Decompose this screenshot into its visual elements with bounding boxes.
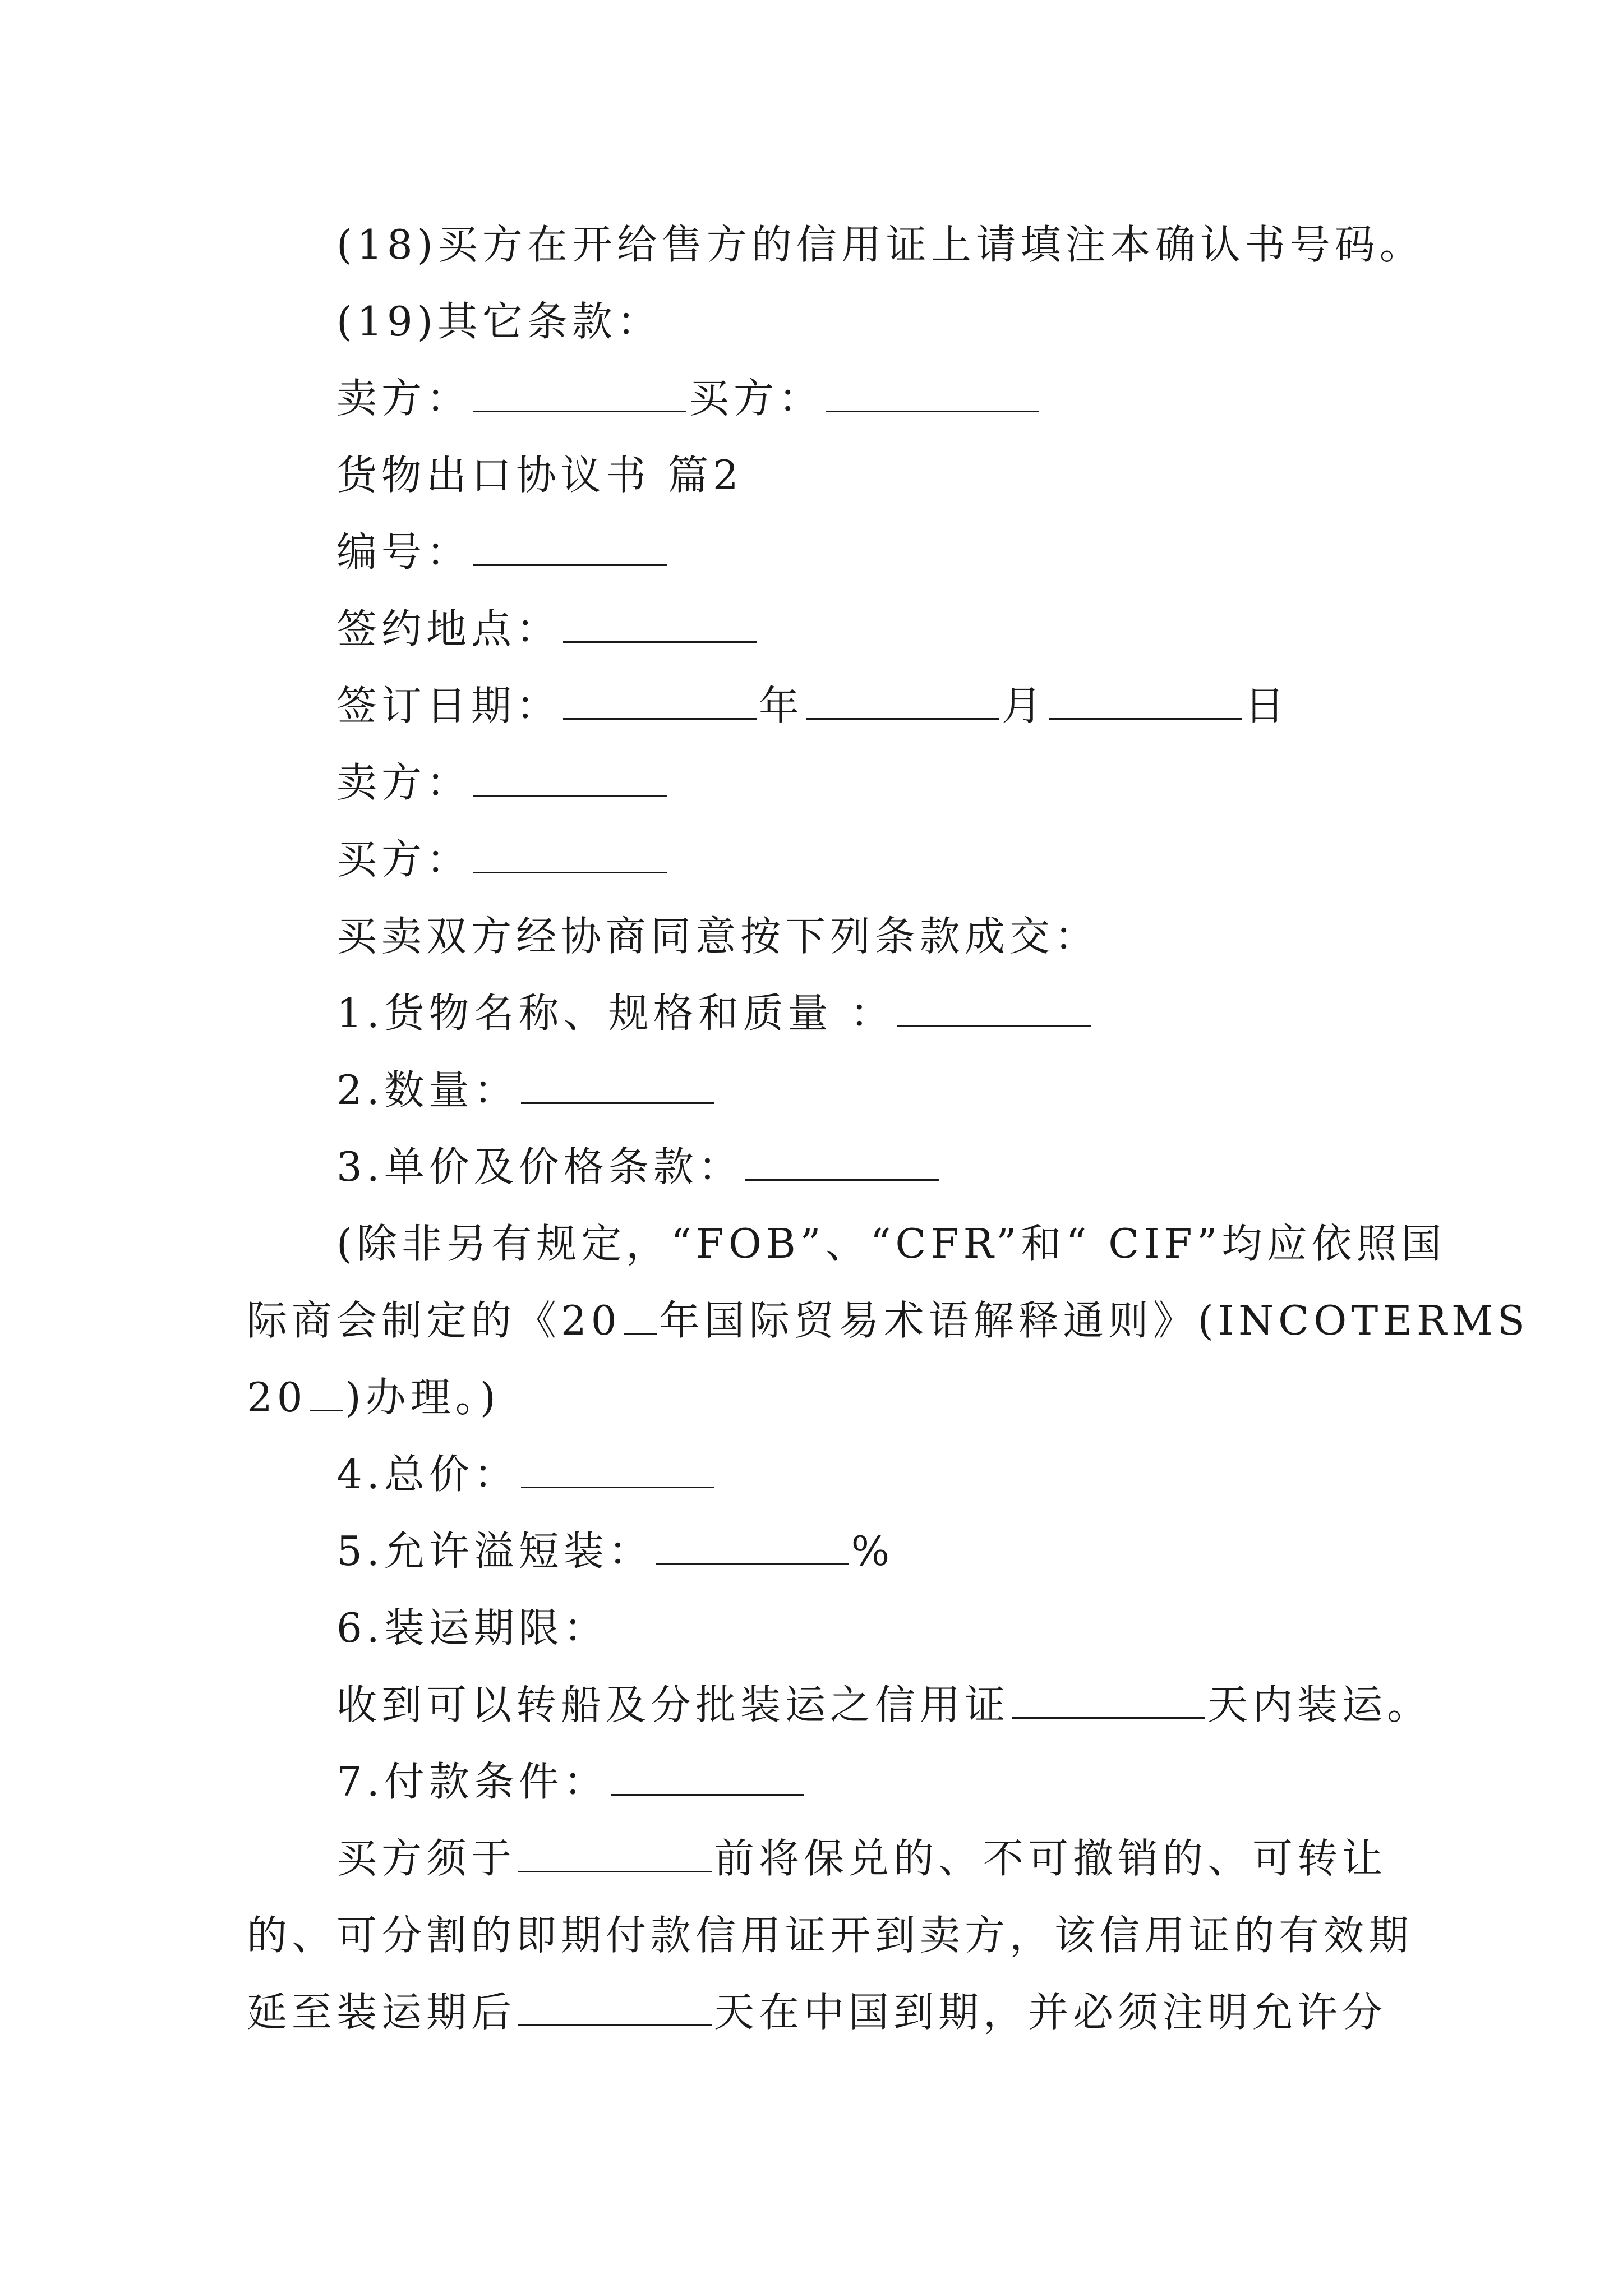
item-2-blank[interactable] — [521, 1068, 714, 1104]
incoterms-note-line-2 — [247, 1294, 1529, 1347]
incoterms-note-text-2a: 际商会制定的《20 — [247, 1297, 621, 1344]
incoterms-year-blank-2[interactable] — [310, 1375, 343, 1411]
year-label: 年 — [759, 682, 804, 729]
item-7-blank[interactable] — [611, 1759, 804, 1796]
validity-days-blank[interactable] — [518, 1990, 712, 2026]
incoterms-note-text-2b: 年国际贸易术语解释通则》(INCOTERMS — [659, 1297, 1530, 1344]
item-7-label: 7.付款条件： — [336, 1758, 608, 1805]
item-4-label: 4.总价： — [336, 1451, 519, 1498]
item-5-unit: % — [851, 1527, 895, 1575]
month-label: 月 — [1002, 682, 1047, 729]
agreement-intro-text: 买卖双方经协商同意按下列条款成交： — [336, 913, 1100, 960]
buyer-line-blank[interactable] — [473, 837, 667, 873]
incoterms-note-text-1: (除非另有规定，“FOB”、“CFR”和“ CIF”均应依照国 — [336, 1220, 1446, 1267]
buyer-label: 买方： — [689, 375, 824, 422]
incoterms-note-text-3b: )办理。) — [345, 1374, 500, 1421]
incoterms-year-blank-1[interactable] — [624, 1298, 657, 1335]
clause-19 — [336, 295, 662, 348]
clause-18 — [336, 218, 1424, 272]
clause-19-text: (19)其它条款： — [336, 298, 662, 345]
item-6 — [336, 1601, 608, 1655]
shipment-terms — [336, 1678, 1432, 1732]
seller-line-blank[interactable] — [473, 760, 667, 797]
signing-place-label: 签约地点： — [336, 605, 561, 652]
payment-terms-line-1 — [336, 1832, 1387, 1885]
item-7 — [336, 1755, 806, 1809]
payment-terms-text-2: 的、可分割的即期付款信用证开到卖方，该信用证的有效期 — [247, 1912, 1414, 1959]
payment-date-blank[interactable] — [518, 1836, 712, 1872]
day-blank[interactable] — [1049, 683, 1242, 720]
signing-place — [336, 602, 759, 656]
incoterms-note-line-1 — [336, 1217, 1446, 1271]
item-3-label: 3.单价及价格条款： — [336, 1143, 743, 1190]
section-heading — [336, 448, 743, 502]
payment-terms-text-1a: 买方须于 — [336, 1835, 517, 1882]
payment-terms-line-2 — [247, 1908, 1413, 1962]
item-5 — [336, 1524, 894, 1578]
signature-line — [336, 371, 1041, 425]
day-label: 日 — [1244, 682, 1290, 729]
item-1-label: 1.货物名称、规格和质量 ： — [336, 990, 895, 1037]
payment-terms-text-1b: 前将保兑的、不可撤销的、可转让 — [714, 1835, 1387, 1882]
seller-label: 卖方： — [336, 375, 472, 422]
item-4-blank[interactable] — [521, 1452, 714, 1488]
signing-date — [336, 679, 1289, 733]
signing-date-label: 签订日期： — [336, 682, 561, 729]
shipment-terms-text-a: 收到可以转船及分批装运之信用证 — [336, 1681, 1010, 1728]
seller-line — [336, 756, 669, 809]
shipment-days-blank[interactable] — [1012, 1682, 1205, 1719]
contract-number-blank[interactable] — [473, 530, 667, 566]
item-3 — [336, 1140, 941, 1194]
item-4 — [336, 1447, 717, 1501]
incoterms-note-line-3 — [247, 1370, 500, 1424]
year-blank[interactable] — [563, 683, 757, 720]
section-heading-text: 货物出口协议书 篇2 — [336, 452, 743, 499]
contract-number-label: 编号： — [336, 528, 472, 576]
payment-terms-text-3b: 天在中国到期，并必须注明允许分 — [714, 1989, 1387, 2036]
clause-18-text: (18)买方在开给售方的信用证上请填注本确认书号码。 — [336, 221, 1424, 268]
contract-number — [336, 525, 669, 579]
incoterms-note-text-3a: 20 — [247, 1374, 307, 1421]
item-6-label: 6.装运期限： — [336, 1604, 608, 1651]
payment-terms-line-3 — [247, 1985, 1387, 2039]
item-1-blank[interactable] — [897, 991, 1091, 1027]
item-5-label: 5.允许溢短装： — [336, 1527, 653, 1575]
signing-place-blank[interactable] — [563, 606, 757, 643]
agreement-intro — [336, 909, 1099, 963]
item-5-blank[interactable] — [656, 1529, 849, 1565]
item-3-blank[interactable] — [745, 1144, 939, 1181]
buyer-blank[interactable] — [826, 376, 1039, 412]
buyer-line-label: 买方： — [336, 836, 472, 883]
buyer-line — [336, 832, 669, 886]
seller-line-label: 卖方： — [336, 759, 472, 806]
item-2-label: 2.数量： — [336, 1066, 519, 1114]
month-blank[interactable] — [806, 683, 999, 720]
item-2 — [336, 1063, 717, 1117]
seller-blank[interactable] — [473, 376, 686, 412]
item-1 — [336, 986, 1093, 1040]
shipment-terms-text-b: 天内装运。 — [1207, 1681, 1432, 1728]
payment-terms-text-3a: 延至装运期后 — [247, 1989, 517, 2036]
